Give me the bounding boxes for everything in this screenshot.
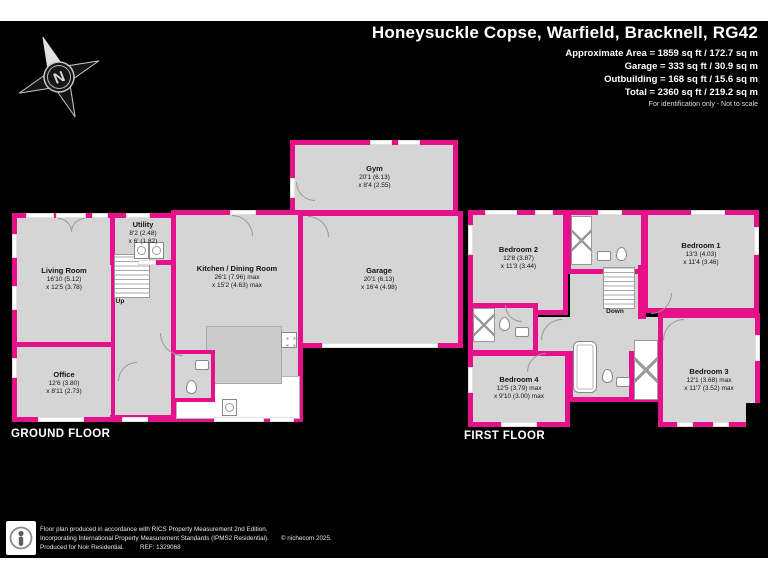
shower	[634, 340, 658, 400]
window	[370, 140, 392, 145]
first-floor-plan	[463, 205, 765, 430]
garage-area: Garage = 333 sq ft / 30.9 sq m	[624, 61, 758, 72]
window	[598, 210, 622, 215]
footer-line-1: Floor plan produced in accordance with RICS Property Measurement 2nd Edition.	[40, 526, 268, 533]
plan-notch	[746, 403, 765, 429]
ensuite-sink	[515, 327, 529, 337]
window	[501, 422, 537, 427]
window	[92, 213, 108, 218]
gym-label: Gym 20'1 (6.13) x 8'4 (2.55)	[358, 164, 391, 189]
window	[691, 210, 725, 215]
garage-label: Garage 20'1 (6.13) x 16'4 (4.98)	[361, 266, 397, 291]
stairs-down-label: Down	[606, 308, 624, 315]
window	[12, 234, 17, 258]
bathroom-sink	[616, 377, 630, 387]
window	[398, 140, 420, 145]
ground-floor-caption: GROUND FLOOR	[11, 428, 111, 440]
bedroom3-label: Bedroom 3 12'1 (3.68) max x 11'7 (3.52) max	[684, 367, 734, 392]
window	[485, 210, 517, 215]
room-wc	[171, 350, 215, 402]
window	[12, 358, 17, 378]
office-label: Office 12'6 (3.80) x 8'11 (2.73)	[46, 370, 82, 395]
wc-toilet	[186, 380, 197, 394]
door-opening	[230, 210, 256, 215]
page-title: Honeysuckle Copse, Warfield, Bracknell, RG42	[371, 23, 758, 42]
bathtub	[573, 341, 597, 393]
outbuilding-area: Outbuilding = 168 sq ft / 15.6 sq m	[604, 74, 758, 85]
bathroom-toilet	[602, 369, 613, 383]
person-icon	[18, 531, 23, 536]
stairs-down	[603, 267, 635, 309]
window	[713, 422, 729, 427]
shower	[473, 308, 495, 342]
bedroom4-label: Bedroom 4 12'5 (3.79) max x 9'10 (3.00) max	[493, 375, 544, 400]
identification-disclaimer: For identification only - Not to scale	[648, 101, 758, 108]
footer-disclaimer	[40, 525, 332, 552]
bathroom-sink	[597, 251, 611, 261]
kitchen-hob	[281, 332, 297, 348]
stairs-up-label: Up	[115, 298, 125, 305]
window	[677, 422, 693, 427]
living-room-label: Living Room 16'10 (5.12) x 12'5 (3.78)	[41, 266, 87, 291]
wc-sink	[195, 360, 209, 370]
ensuite-toilet	[499, 317, 510, 331]
window	[270, 417, 294, 422]
kitchen-sink	[222, 399, 237, 416]
window	[126, 213, 150, 218]
utility-label: Utility 8'2 (2.48) x 6' (1.82)	[128, 220, 158, 245]
footer-line-3: Produced for Noir Residential. REF: 1329068	[40, 544, 181, 551]
window	[26, 213, 54, 218]
compass-north-label: N	[51, 68, 68, 88]
area-summary	[565, 47, 758, 99]
front-door-opening	[56, 213, 86, 218]
bathroom-toilet	[616, 247, 627, 261]
window	[535, 210, 553, 215]
ground-floor-plan	[10, 138, 462, 430]
window	[214, 417, 264, 422]
first-floor-caption: FIRST FLOOR	[464, 430, 546, 442]
shower	[571, 216, 592, 265]
window	[12, 286, 17, 310]
window	[755, 335, 760, 361]
bedroom1-label: Bedroom 1 13'3 (4.03) x 11'4 (3.46)	[681, 241, 721, 266]
nichecom-logo	[6, 521, 36, 555]
total-area: Total = 2360 sq ft / 219.2 sq m	[624, 87, 758, 98]
door-opening	[122, 417, 148, 422]
door-opening	[290, 178, 295, 198]
footer-line-2: Incorporating International Property Measurement Standards (IPMS2 Residential). © nichecom 2025.	[40, 535, 332, 542]
reference-number: REF: 1329068	[140, 544, 181, 551]
copyright: © nichecom 2025.	[280, 535, 332, 542]
kitchen-island	[206, 326, 282, 384]
compass-icon	[16, 34, 102, 120]
window	[38, 417, 84, 422]
bedroom2-label: Bedroom 2 12'8 (3.87) x 11'3 (3.44)	[498, 245, 539, 270]
approximate-area: Approximate Area = 1859 sq ft / 172.7 sq m	[565, 48, 758, 59]
window	[754, 227, 759, 255]
kitchen-label: Kitchen / Dining Room 26'1 (7.96) max x 15'2 (4.63) max	[196, 264, 278, 289]
garage-door-opening	[322, 343, 438, 348]
door-opening	[138, 260, 156, 265]
